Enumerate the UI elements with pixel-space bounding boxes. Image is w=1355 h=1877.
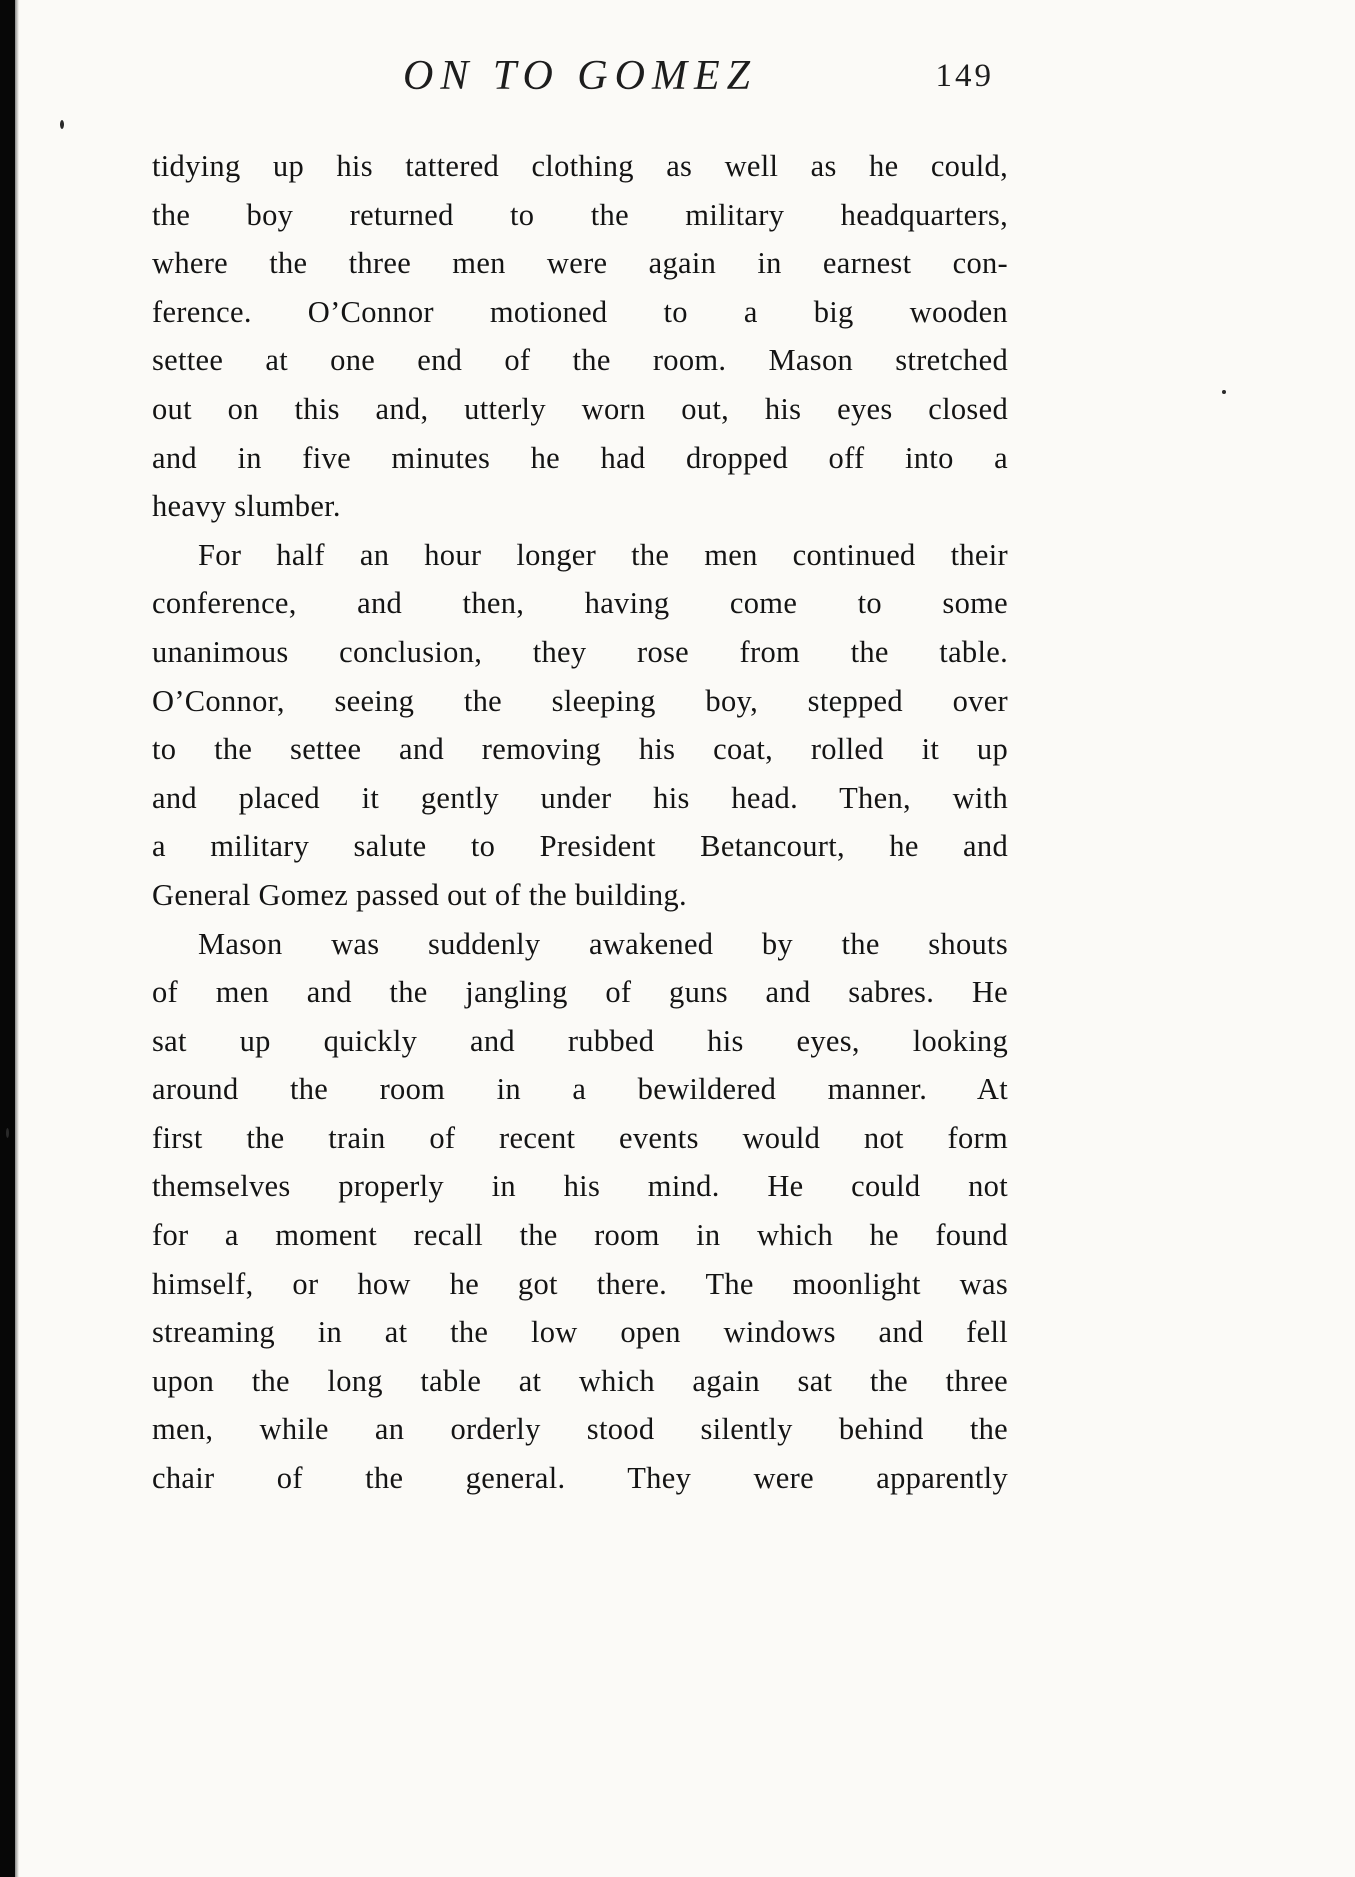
text-line: O’Connor, seeing the sleeping boy, stepped over <box>152 683 1008 718</box>
text-line: tidying up his tattered clothing as well as he could, <box>152 149 1008 183</box>
text-line: first the train of recent events would not form <box>152 1120 1008 1155</box>
text-line: General Gomez passed out of the building. <box>152 877 687 912</box>
text-line: out on this and, utterly worn out, his eyes closed <box>152 391 1008 426</box>
text-line: of men and the jangling of guns and sabres. He <box>152 975 1008 1010</box>
text-line: streaming in at the low open windows and fell <box>152 1315 1008 1350</box>
text-line: ference. O’Connor motioned to a big wooden <box>152 294 1008 329</box>
page-number: 149 <box>935 58 994 94</box>
text-line: men, while an orderly stood silently behind the <box>152 1412 1008 1447</box>
text-line: sat up quickly and rubbed his eyes, looking <box>152 1023 1008 1058</box>
text-line: Mason was suddenly awakened by the shouts <box>198 926 1008 961</box>
scan-speck <box>1222 390 1226 394</box>
text-line: conference, and then, having come to some <box>152 586 1008 621</box>
text-line: For half an hour longer the men continued their <box>198 537 1008 572</box>
page-header <box>152 52 1008 112</box>
running-title: ON TO GOMEZ <box>403 53 757 99</box>
text-line: settee at one end of the room. Mason stretched <box>152 343 1008 378</box>
text-line: where the three men were again in earnest con- <box>152 246 1008 281</box>
text-line: the boy returned to the military headquarters, <box>152 197 1008 232</box>
text-line: for a moment recall the room in which he found <box>152 1218 1008 1253</box>
paragraph <box>152 142 1008 531</box>
scan-speck <box>6 1128 9 1138</box>
scan-speck <box>60 120 64 129</box>
text-line: and in five minutes he had dropped off into a <box>152 440 1008 475</box>
text-line: chair of the general. They were apparently <box>152 1461 1008 1496</box>
text-line: and placed it gently under his head. Then, with <box>152 780 1008 815</box>
text-line: around the room in a bewildered manner. At <box>152 1072 1008 1107</box>
text-line: himself, or how he got there. The moonlight was <box>152 1266 1008 1301</box>
text-line: upon the long table at which again sat the three <box>152 1363 1008 1398</box>
paragraph <box>152 531 1008 920</box>
text-line: themselves properly in his mind. He could not <box>152 1169 1008 1204</box>
scan-edge-artifact <box>0 0 15 1877</box>
text-block <box>152 142 1008 1503</box>
text-line: a military salute to President Betancourt, he and <box>152 829 1008 864</box>
text-line: heavy slumber. <box>152 489 341 524</box>
text-line: to the settee and removing his coat, rolled it up <box>152 732 1008 767</box>
text-line: unanimous conclusion, they rose from the table. <box>152 634 1008 669</box>
paragraph <box>152 920 1008 1503</box>
